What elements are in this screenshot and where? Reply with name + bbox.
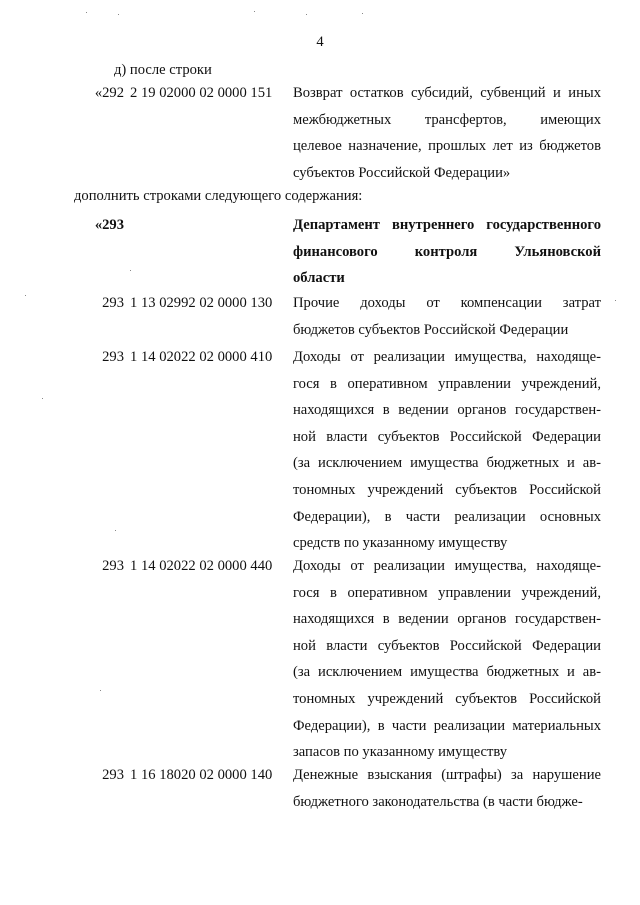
description-line: Федерации), в части реализации материальных xyxy=(293,717,601,734)
description-line: субъектов Российской Федерации» xyxy=(293,164,511,181)
description-line: находящихся в ведении органов государствен- xyxy=(293,402,601,419)
description-line: средств по указанному имуществу xyxy=(293,535,508,552)
admin-code: 293 xyxy=(102,295,124,311)
description-line: находящихся в ведении органов государствен- xyxy=(293,611,601,628)
income-code: 1 13 02992 02 0000 130 xyxy=(130,295,273,311)
income-description xyxy=(293,553,601,766)
description-line: Денежные взыскания (штрафы) за нарушение xyxy=(293,767,601,783)
scan-speck xyxy=(115,530,116,531)
scan-speck xyxy=(615,300,616,301)
scan-speck xyxy=(254,11,255,12)
description-line: Доходы от реализации имущества, находяще- xyxy=(293,558,601,574)
description-line: тономных учреждений субъектов Российской xyxy=(293,690,601,707)
income-description xyxy=(293,762,601,815)
description-line: Прочие доходы от компенсации затрат xyxy=(293,295,601,311)
scan-speck xyxy=(25,295,26,296)
description-line: гося в оперативном управлении учреждений, xyxy=(293,375,601,392)
description-line: Федерации), в части реализации основных xyxy=(293,508,601,525)
income-code: 1 16 18020 02 0000 140 xyxy=(130,767,273,783)
scan-speck xyxy=(86,12,87,13)
description-line: Департамент внутреннего государственного xyxy=(293,217,601,233)
description-line: гося в оперативном управлении учреждений, xyxy=(293,584,601,601)
description-line: ной власти субъектов Российской Федерации xyxy=(293,637,601,654)
income-code: 1 14 02022 02 0000 410 xyxy=(130,349,273,365)
income-description xyxy=(293,344,601,557)
description-line: межбюджетных трансфертов, имеющих xyxy=(293,111,601,128)
between-line: дополнить строками следующего содержания: xyxy=(74,188,363,204)
admin-code: «292 xyxy=(94,85,124,101)
scan-speck xyxy=(306,14,307,15)
description-line: ной власти субъектов Российской Федерации xyxy=(293,428,601,445)
admin-code: «293 xyxy=(94,217,124,233)
scan-speck xyxy=(42,398,43,399)
admin-code: 293 xyxy=(102,558,124,574)
scan-speck xyxy=(362,13,363,14)
scan-speck xyxy=(130,270,131,271)
income-description xyxy=(293,290,601,343)
description-line: бюджетов субъектов Российской Федерации xyxy=(293,321,569,338)
admin-code: 293 xyxy=(102,349,124,365)
admin-code: 293 xyxy=(102,767,124,783)
description-line: (за исключением имущества бюджетных и ав- xyxy=(293,664,601,681)
description-line: финансового контроля Ульяновской xyxy=(293,243,601,260)
scan-speck xyxy=(100,690,101,691)
income-description xyxy=(293,212,601,292)
scan-speck xyxy=(118,14,119,15)
description-line: целевое назначение, прошлых лет из бюджетов xyxy=(293,138,601,155)
description-line: бюджетного законодательства (в части бюдже- xyxy=(293,793,583,810)
income-code: 2 19 02000 02 0000 151 xyxy=(130,85,273,101)
description-line: Доходы от реализации имущества, находяще- xyxy=(293,349,601,365)
description-line: Возврат остатков субсидий, субвенций и иных xyxy=(293,85,601,101)
income-code: 1 14 02022 02 0000 440 xyxy=(130,558,273,574)
description-line: (за исключением имущества бюджетных и ав- xyxy=(293,455,601,472)
description-line: запасов по указанному имуществу xyxy=(293,744,508,761)
income-description xyxy=(293,80,601,186)
page-number: 4 xyxy=(316,34,324,50)
description-line: тономных учреждений субъектов Российской xyxy=(293,481,601,498)
intro-line: д) после строки xyxy=(114,62,212,78)
description-line: области xyxy=(293,270,345,287)
